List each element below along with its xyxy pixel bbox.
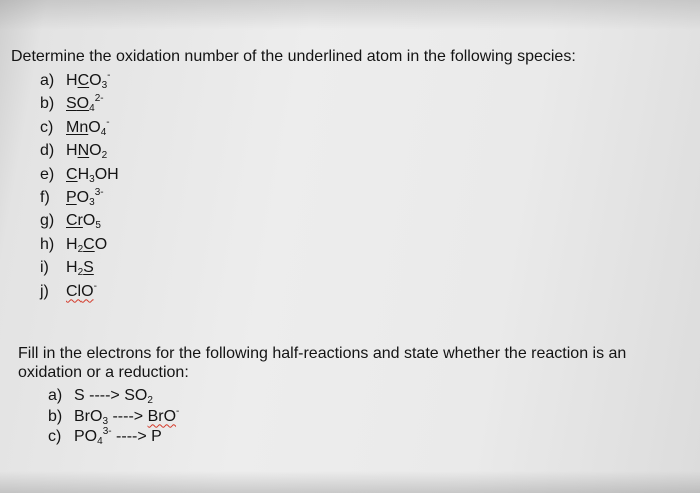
chemical-formula <box>66 236 107 253</box>
section1-heading: Determine the oxidation number of the underlined atom in the following species: <box>11 48 576 65</box>
formula-part: O <box>94 235 108 253</box>
formula-part: S ----> SO <box>74 387 148 404</box>
formula-part: N <box>77 142 90 160</box>
formula-part: Cr <box>66 212 83 230</box>
item-letter: c) <box>40 118 54 136</box>
item-letter: e) <box>40 165 55 183</box>
section2-heading-line2: oxidation or a reduction: <box>18 364 189 381</box>
superscript: - <box>176 405 180 417</box>
item-letter: a) <box>48 387 63 404</box>
superscript: 3- <box>94 187 104 198</box>
species-item <box>40 71 110 91</box>
species-item <box>40 188 104 208</box>
chemical-formula <box>66 72 110 89</box>
chemical-formula <box>66 116 110 138</box>
formula-part: ----> P <box>111 428 162 445</box>
subscript: 3 <box>102 415 109 427</box>
formula-part: Mn <box>66 118 89 136</box>
superscript: 2- <box>94 93 104 105</box>
chemical-formula <box>74 387 153 404</box>
subscript: 3 <box>101 80 108 91</box>
superscript: 3- <box>102 426 112 437</box>
formula-part: O <box>89 72 102 89</box>
species-item <box>40 258 94 278</box>
formula-part: S <box>66 95 77 113</box>
formula-part: H <box>66 72 78 89</box>
formula-part: BrO <box>74 407 103 425</box>
chemical-formula <box>74 405 180 427</box>
formula-part: O <box>88 118 101 136</box>
chemical-formula <box>66 280 97 300</box>
item-letter: a) <box>40 72 55 89</box>
chemical-formula <box>66 189 104 206</box>
formula-part: OH <box>94 165 119 183</box>
item-letter: h) <box>40 235 55 253</box>
formula-part: H <box>77 165 90 183</box>
superscript: - <box>93 280 97 292</box>
subscript: 3 <box>89 173 95 185</box>
item-letter: j) <box>40 282 49 300</box>
species-item <box>40 94 104 114</box>
item-letter: c) <box>48 428 62 445</box>
chemical-formula <box>66 93 104 115</box>
superscript: - <box>107 70 111 81</box>
formula-part: ----> <box>108 407 148 425</box>
formula-part: O <box>82 212 96 230</box>
formula-part: BrO <box>147 407 177 425</box>
chemical-formula <box>66 142 108 162</box>
bottom-shadow <box>0 471 700 493</box>
section2-heading-line1: Fill in the electrons for the following half-reactions and state whether the reaction is an <box>18 345 627 362</box>
chemical-formula <box>66 212 101 232</box>
subscript: 4 <box>100 126 107 138</box>
formula-part: PO <box>74 428 98 445</box>
formula-part: C <box>66 165 78 183</box>
formula-part: Cl <box>66 282 82 300</box>
formula-part: H <box>66 235 78 253</box>
item-letter: f) <box>40 189 50 206</box>
superscript: - <box>106 116 110 128</box>
item-letter: b) <box>40 95 55 113</box>
item-letter: g) <box>40 212 55 230</box>
formula-part: O <box>76 95 90 113</box>
item-letter: b) <box>48 407 63 425</box>
subscript: 3 <box>89 197 95 208</box>
subscript: 2 <box>147 395 153 406</box>
subscript: 4 <box>89 103 95 115</box>
chemical-formula <box>66 259 94 279</box>
species-item <box>40 235 107 255</box>
formula-part: O <box>89 142 102 160</box>
top-shadow <box>0 0 700 30</box>
subscript: 4 <box>97 436 103 447</box>
species-item <box>40 141 107 161</box>
formula-part: C <box>77 72 90 89</box>
species-item <box>40 211 101 231</box>
half-reaction-item <box>48 407 179 427</box>
species-item <box>40 118 110 138</box>
formula-part: C <box>83 235 95 253</box>
formula-part: S <box>83 259 94 277</box>
half-reaction-item <box>48 427 162 447</box>
formula-part: H <box>66 142 78 160</box>
formula-part: P <box>66 189 77 206</box>
chemical-formula <box>66 166 119 183</box>
chemical-formula <box>74 428 162 445</box>
species-item <box>40 282 97 302</box>
subscript: 5 <box>95 220 101 232</box>
subscript: 2 <box>77 267 84 279</box>
species-item <box>40 165 119 185</box>
item-letter: d) <box>40 142 55 160</box>
formula-part: O <box>76 189 90 206</box>
half-reaction-item <box>48 386 153 406</box>
subscript: 2 <box>101 150 108 162</box>
item-letter: i) <box>40 259 49 277</box>
subscript: 2 <box>77 243 84 255</box>
formula-part: O <box>81 282 94 300</box>
formula-part: H <box>66 259 78 277</box>
